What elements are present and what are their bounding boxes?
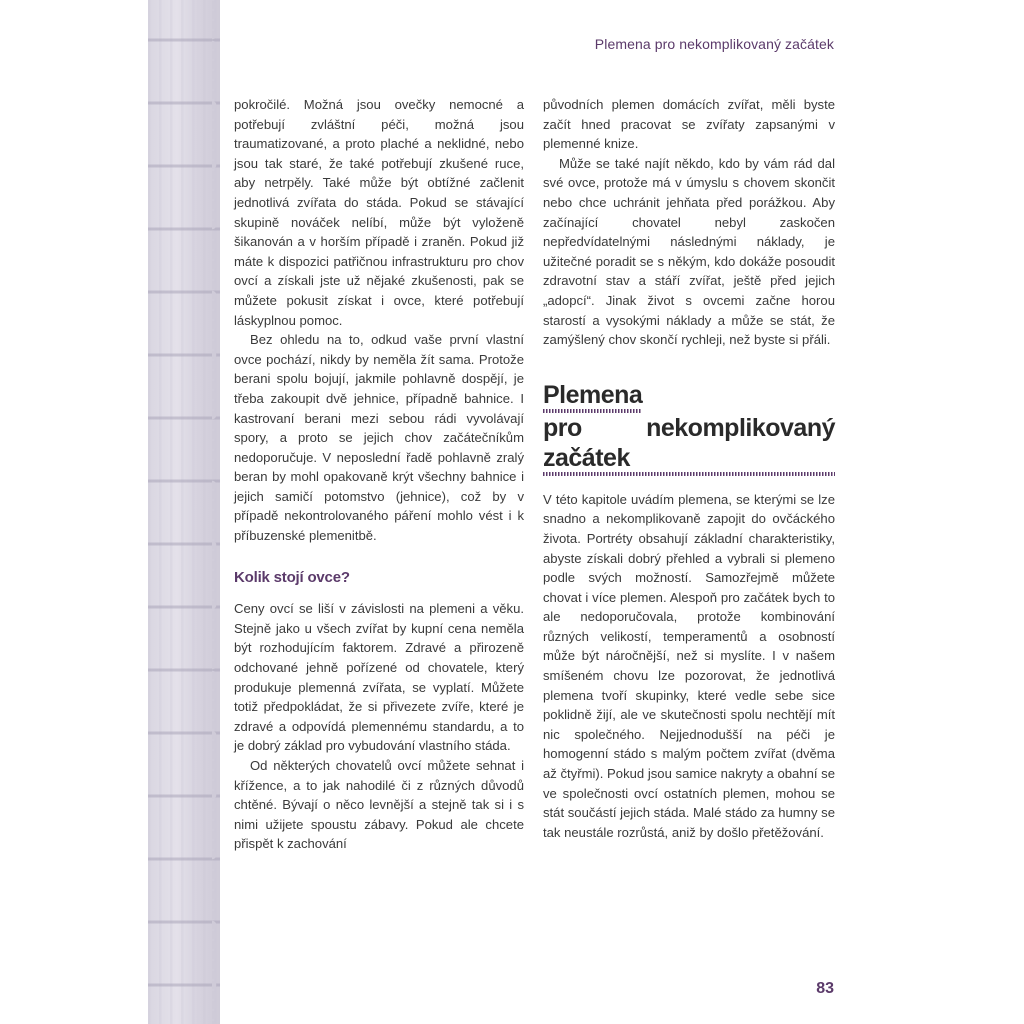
right-column: [543, 95, 835, 842]
paragraph: Ceny ovcí se liší v závislosti na plemeni a věku. Stejně jako u všech zvířat by kupní cena neměla být rozhodujícím faktorem. Zdravé a přirozeně odchované jehně pořízené od chovatele, který produkuje plemenná zvířata, se vyplatí. Můžete totiž předpokládat, že si přivezete zvíře, které je zdravé a odpovídá plemennému standardu, a to je dobrý základ pro vybudování vlastního stáda.: [234, 601, 524, 754]
section-title-line-1: Plemena: [543, 380, 642, 413]
section-title-line-2: pro nekomplikovaný začátek: [543, 413, 835, 476]
running-head: Plemena pro nekomplikovaný začátek: [594, 36, 834, 52]
deckled-edge: [212, 0, 222, 1024]
paragraph: V této kapitole uvádím plemena, se kterými se lze snadno a nekomplikovaně zapojit do ovčáckého života. Portréty obsahují základní charakteristiky, abyste získali dobrý přehled a vybrali si plemeno podle svých možností. Samozřejmě můžete chovat i více plemen. Alespoň pro začátek bych to ale nedoporučovala, protože kombinování různých velikostí, temperamentů a osobností může být náročnější, než si myslíte. I v našem smíšeném chovu lze pozorovat, že jednotlivá plemena tvoří skupinky, které vedle sebe sice poklidně žijí, ale ve skutečnosti spolu nechtějí mít nic společného. Nejjednodušší na péči je homogenní stádo s malým počtem zvířat (dvěma až čtyřmi). Pokud jsou samice nakryty a obahní se ve společnosti ovcí ostatních plemen, mohou se stát součástí jejich stáda. Malé stádo za humny se tak neustále rozrůstá, aniž by došlo přetěžování.: [543, 491, 835, 840]
section-title: [543, 380, 835, 476]
paragraph: Bez ohledu na to, odkud vaše první vlastní ovce pochází, nikdy by neměla žít sama. Protože berani spolu bojují, jakmile pohlavně dospějí, je třeba zakoupit dvě jehnice, případně bahnice. I kastrovaní berani mezi sebou rádi vyvolávají spory, a proto se jejich chov začátečníkům nedoporučuje. V neposlední řadě pohlavně zralý beran by mohl opakovaně krýt všechny bahnice i jejich samičí potomstvo (jehnice), což by v případě nekontrolovaného páření mohlo vést i k příbuzenské plemenitbě.: [234, 332, 524, 544]
wood-texture-strip: [148, 0, 220, 1024]
paragraph: Může se také najít někdo, kdo by vám rád dal své ovce, protože má v úmyslu s chovem skončit nebo chce uchránit jehňata před porážkou. Aby začínající chovatel nebyl zaskočen nepředvídatelnými následnými náklady, je užitečné poradit se s někým, kdo dokáže posoudit zdravotní stav a stáří zvířat, ještě před jejich „adopcí“. Jinak život s ovcemi začne horou starostí a vysokými náklady a může se stát, že zamýšlený chov skončí rychleji, než byste si přáli.: [543, 155, 835, 348]
paragraph: Od některých chovatelů ovcí můžete sehnat i křížence, a to jak nahodilé či z různých důvodů chtěné. Bývají o něco levnější a stejně tak si i s nimi užijete spoustu zábavy. Pokud ale chcete přispět k zachování: [234, 758, 524, 852]
paragraph: původních plemen domácích zvířat, měli byste začít hned pracovat se zvířaty zapsanými v plemenné knize.: [543, 97, 835, 152]
subheading: Kolik stojí ovce?: [234, 568, 350, 586]
page-number: 83: [816, 980, 834, 997]
left-column: [234, 95, 524, 854]
paragraph: pokročilé. Možná jsou ovečky nemocné a potřebují zvláštní péči, možná jsou traumatizované, a proto plaché a neklidné, nebo jsou tak staré, že také potřebují zkušené ruce, aby netrpěly. Také může být obtížné začlenit jednotlivá zvířata do stáda. Pokud se stávající skupině nováček nelíbí, může být vyloženě šikanován a v horším případě i zraněn. Pokud již máte k dispozici patřičnou infrastrukturu pro chov ovcí a získali jste už nějaké zkušenosti, pak se můžete pokusit získat i ovce, které potřebují láskyplnou pomoc.: [234, 97, 524, 328]
